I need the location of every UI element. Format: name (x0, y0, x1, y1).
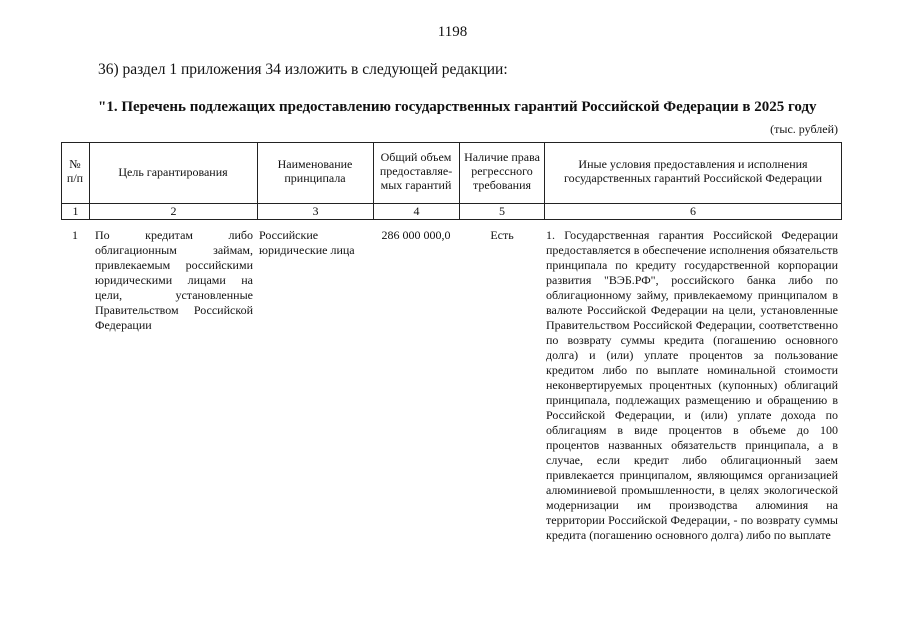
intro-text: 36) раздел 1 приложения 34 изложить в следующей редакции: (98, 61, 508, 78)
units-label: (тыс. рублей) (770, 122, 838, 136)
col-number: 6 (690, 204, 696, 218)
header-principal: Наименование принципала (277, 157, 353, 185)
row-regress: Есть (490, 228, 514, 242)
row-num: 1 (72, 228, 78, 242)
table-numbers-rule (61, 219, 842, 220)
table-top-rule (61, 142, 842, 143)
col-number: 2 (170, 204, 177, 218)
header-purpose: Цель гарантирования (118, 165, 228, 179)
page-number: 1198 (437, 24, 468, 40)
row-principal: Российские юридические лица (259, 228, 355, 257)
section-heading: "1. Перечень подлежащих предоставлению государственных гарантий Российской Федерации в 2025 году (98, 99, 817, 115)
row-amount: 286 000 000,0 (381, 228, 451, 242)
col-number: 3 (312, 204, 319, 218)
header-num: № п/п (66, 157, 84, 185)
header-conditions: Иные условия предоставления и исполнения государственных гарантий Российской Федерации (563, 157, 823, 185)
col-number: 4 (413, 204, 420, 218)
row-conditions: 1. Государственная гарантия Российской Федерации предоставляется в обеспечение исполнения обязательств принципала по кредиту государственной корпорации развития "ВЭБ.РФ", российского банка либо по облигационному займу, привлекаемому принципалом в валюте Российской Федерации на цели, установленные Правительством Российской Федерации, соответственно по возврату суммы кредита (погашению основного долга) и (или) уплате процентов за пользование кредитом либо по выплате номинальной стоимости неконвертируемых процентных (купонных) облигаций принципала, подлежащих размещению и обращению в Российской Федерации, и (или) уплате дохода по облигациям в виде процентов в объеме до 100 процентов названных обязательств принципала, а в случае, если кредит либо облигационный заем привлекается принципалом, являющимся организацией алюминиевой промышленности, в целях экологической модернизации им производства алюминия на территории Российской Федерации, - по возврату суммы кредита (погашению основного долга) либо по выплате (546, 228, 838, 542)
col-border-6 (841, 142, 842, 220)
col-number: 1 (72, 204, 79, 218)
row-purpose: По кредитам либо облигационным займам, привлекаемым российскими юридическими лицами на цели, установленные Правительством Российской Федерации (95, 228, 253, 332)
col-number: 5 (499, 204, 505, 218)
header-regress: Наличие права регрессного требования (464, 150, 540, 192)
header-amount: Общий объем предоставляе-мых гарантий (379, 150, 453, 192)
